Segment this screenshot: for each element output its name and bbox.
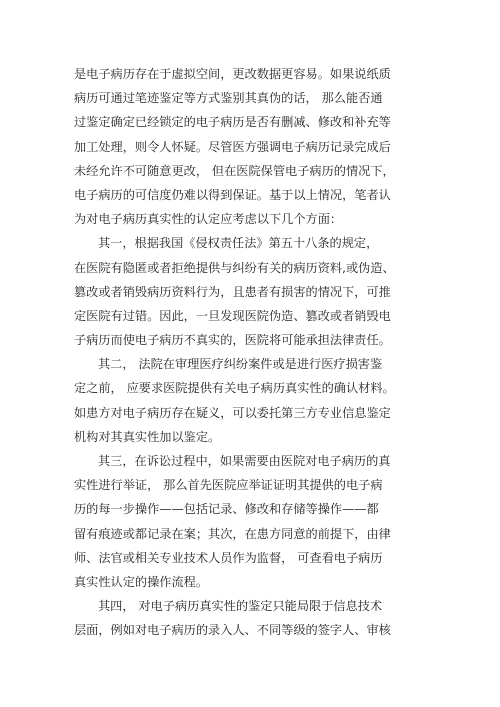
text-line: 电子病历的可信度仍难以得到保证。基于以上情况，笔者认 [74, 187, 391, 202]
text-line: 定医院有过错。因此，一旦发现医院伪造、篡改或者销毁电 [74, 308, 391, 323]
text-line: 如患方对电子病历存在疑义，可以委托第三方专业信息鉴定 [74, 405, 391, 420]
text-line: 病历可通过笔迹鉴定等方式鉴别其真伪的话， 那么能否通 [74, 91, 383, 106]
document-body [74, 62, 430, 643]
paragraph-first-line: 其一，根据我国《侵权责任法》第五十八条的规定， [98, 236, 379, 251]
text-line: 是电子病历存在于虚拟空间，更改数据更容易。如果说纸质 [74, 67, 391, 81]
text-line: 真实性认定的操作流程。 [74, 574, 209, 589]
paragraph-first-line: 其四， 对电子病历真实性的鉴定只能局限于信息技术 [98, 599, 383, 614]
text-line: 子病历而使电子病历不真实的，医院将可能承担法律责任。 [74, 333, 391, 348]
text-line: 历的每一步操作——包括记录、修改和存储等操作——都 [74, 502, 379, 517]
paragraph-first-line: 其三，在诉讼过程中，如果需要由医院对电子病历的真 [98, 454, 391, 468]
text-line: 在医院有隐匿或者拒绝提供与纠纷有关的病历资料,或伪造、 [74, 260, 395, 275]
text-line: 实性进行举证， 那么首先医院应举证证明其提供的电子病 [74, 478, 383, 493]
text-line: 留有痕迹或都记录在案；其次，在患方同意的前提下，由律 [74, 526, 391, 541]
text-line: 加工处理，则令人怀疑。尽管医方强调电子病历记录完成后 [74, 139, 391, 154]
text-line: 过鉴定确定已经锁定的电子病历是否有删减、修改和补充等 [74, 115, 391, 130]
text-line: 机构对其真实性加以鉴定。 [74, 429, 221, 444]
text-line: 师、法官或相关专业技术人员作为监督， 可查看电子病历 [74, 550, 383, 565]
text-line: 为对电子病历真实性的认定应考虑以下几个方面： [74, 212, 343, 227]
text-line: 篡改或者销毁病历资料行为，且患者有损害的情况下，可推 [74, 284, 391, 299]
text-line: 未经允许不可随意更改， 但在医院保管电子病历的情况下， [74, 163, 395, 178]
text-line: 定之前， 应要求医院提供有关电子病历真实性的确认材料。 [74, 381, 395, 396]
text-line: 层面，例如对电子病历的录入人、不同等级的签字人、审核 [74, 623, 391, 638]
paragraph-first-line: 其二， 法院在审理医疗纠纷案件或是进行医疗损害鉴 [98, 357, 383, 372]
